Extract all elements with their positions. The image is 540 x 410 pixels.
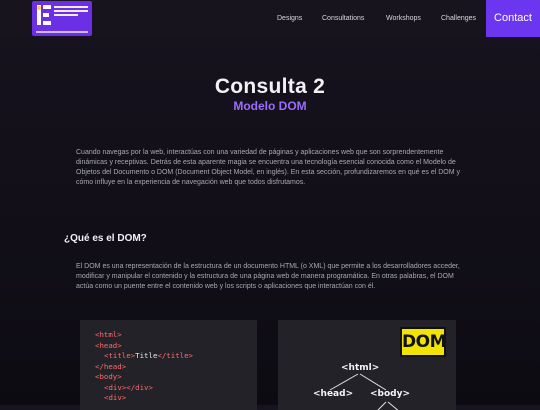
logo-tagline <box>36 31 88 33</box>
code-line-3: <title>Title</title> <box>104 351 194 360</box>
dom-logo-badge: DOM <box>400 327 446 357</box>
nav-designs[interactable]: Designs <box>277 15 303 22</box>
logo-mark-icon <box>36 4 52 26</box>
section-heading: ¿Qué es el DOM? <box>64 233 147 244</box>
nav-workshops[interactable]: Workshops <box>386 15 421 22</box>
logo-wordmark <box>54 6 88 18</box>
tree-node-body: <body> <box>370 389 411 399</box>
html-code-image <box>80 320 257 410</box>
brand-logo[interactable] <box>32 1 92 36</box>
code-line-4: </head> <box>95 361 127 371</box>
code-line-7: <div> <box>104 393 127 402</box>
code-line-5: <body> <box>95 372 122 381</box>
page-subtitle: Modelo DOM <box>233 99 307 113</box>
dom-tree-image <box>278 320 456 410</box>
code-line-2: <head> <box>95 340 122 350</box>
nav-challenges[interactable]: Challenges <box>441 15 477 22</box>
section-paragraph: El DOM es una representación de la estructura de un documento HTML (o XML) que permite a los desarrolladores acceder, modificar y manipular el contenido y la estructura de una página web de manera programática. En otras palabras, el DOM actúa como un puente entre el contenido web y los scripts o aplicaciones que interactúan con él. <box>76 263 460 290</box>
top-navbar <box>0 0 540 37</box>
tree-node-html: <html> <box>341 363 380 373</box>
tree-node-head: <head> <box>313 389 354 399</box>
nav-consultations[interactable]: Consultations <box>322 15 365 22</box>
contact-button[interactable]: Contact <box>486 0 540 37</box>
code-line-1: <html> <box>95 330 122 339</box>
intro-paragraph: Cuando navegas por la web, interactúas con una variedad de páginas y aplicaciones web que son sorprendentemente dinámicas y receptivas. Detrás de esta aparente magia se encuentra una tecnología esencial conocida como el Modelo de Objetos del Documento o DOM (Document Object Model, en inglés). En esta sección, profundizaremos en qué es el DOM y cómo influye en la experiencia de navegación web que todos disfrutamos. <box>76 149 461 186</box>
page-title: Consulta 2 <box>214 75 326 98</box>
code-line-6: <div></div> <box>104 382 153 392</box>
